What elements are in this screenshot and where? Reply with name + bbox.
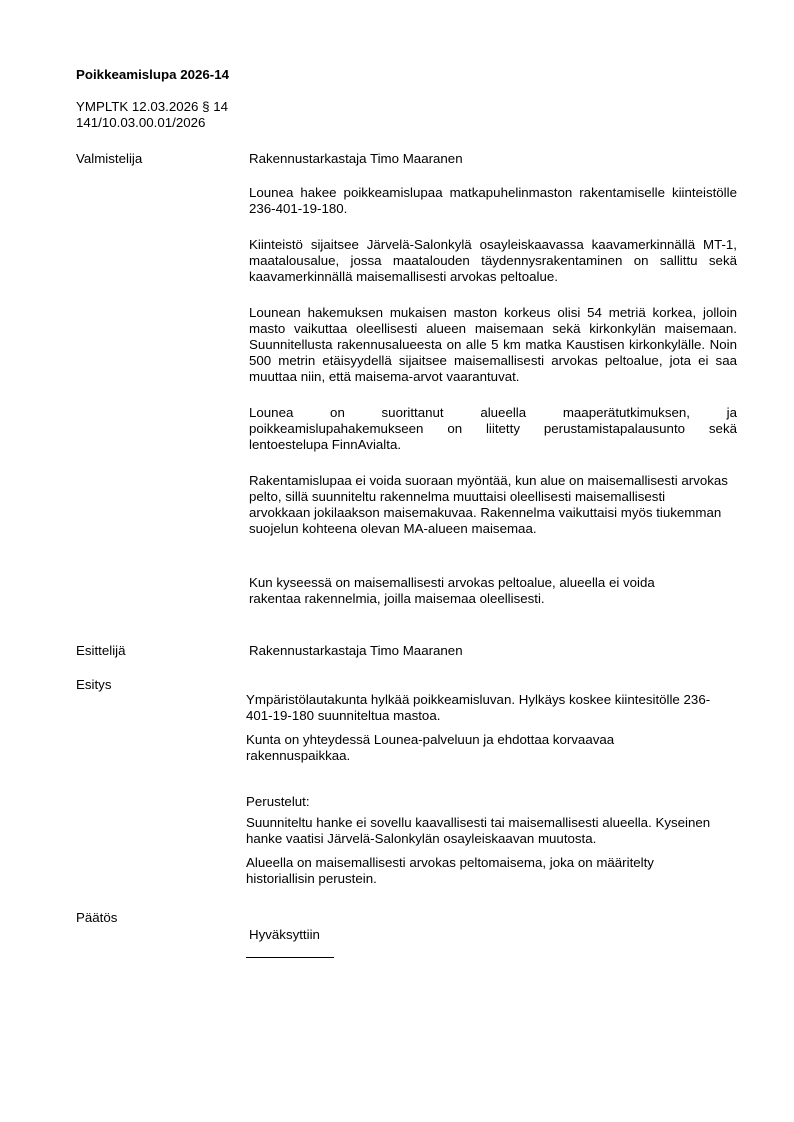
valmistelija-paragraph-1: Lounea hakee poikkeamislupaa matkapuhelinmaston rakentamiselle kiinteistölle 236-401-19-180.	[249, 185, 737, 216]
esitys-paragraph-1: Ympäristölautakunta hylkää poikkeamisluvan. Hylkäys koskee kiintesitölle 236-401-19-180 suunniteltua mastoa.	[246, 692, 711, 723]
valmistelija-paragraph-2: Kiinteistö sijaitsee Järvelä-Salonkylä osayleiskaavassa kaavamerkinnällä MT-1, maatalousalue, jossa maatalouden täydennysrakentaminen on sallittu sekä kaavamerkinnällä maisemallisesti arvokas peltoalue.	[249, 237, 737, 284]
valmistelija-paragraph-4: Lounea on suorittanut alueella maaperätutkimuksen, ja poikkeamislupahakemukseen on liitetty perustamistapalausunto sekä lentoestelupa FinnAvialta.	[249, 405, 737, 452]
perustelut-paragraph-1: Suunniteltu hanke ei sovellu kaavallisesti tai maisemallisesti alueella. Kyseinen hanke vaatisi Järvelä-Salonkylän osayleiskaavan muutosta.	[246, 815, 711, 846]
valmistelija-paragraph-5: Rakentamislupaa ei voida suoraan myöntää, kun alue on maisemallisesti arvokas pelto, sillä suunniteltu rakennelma muuttaisi oleellisesti maisemallisesti arvokkaan jokilaakson maisemakuvaa. Rakennelma vaikuttaisi myös tiukemman suojelun kohteena olevan MA-alueen maisemaa.	[249, 473, 728, 536]
paatos-decision: Hyväksyttiin	[249, 927, 320, 942]
perustelut-paragraph-2: Alueella on maisemallisesti arvokas peltomaisema, joka on määritelty historiallisin perustein.	[246, 855, 654, 886]
valmistelija-paragraph-3: Lounean hakemuksen mukaisen maston korkeus olisi 54 metriä korkea, jolloin masto vaikuttaa oleellisesti alueen maisemaan sekä kirkonkylän maisemaan. Suunnitellusta rakennusalueesta on alle 5 km matka Kaustisen kirkonkylälle. Noin 500 metrin etäisyydellä sijaitsee maisemallisesti arvokas peltoalue, jota ei saa muuttaa niin, että maisema-arvot vaarantuvat.	[249, 305, 737, 384]
valmistelija-person: Rakennustarkastaja Timo Maaranen	[249, 151, 463, 166]
esittelija-person: Rakennustarkastaja Timo Maaranen	[249, 643, 463, 658]
label-esitys: Esitys	[76, 677, 112, 692]
perustelut-heading: Perustelut:	[246, 794, 310, 809]
label-esittelija: Esittelijä	[76, 643, 126, 658]
valmistelija-paragraph-6: Kun kyseessä on maisemallisesti arvokas peltoalue, alueella ei voida rakentaa rakennelmia, joilla maisemaa oleellisesti.	[249, 575, 655, 606]
decision-underline	[246, 957, 334, 958]
label-valmistelija: Valmistelija	[76, 151, 143, 166]
label-paatos: Päätös	[76, 910, 118, 925]
record-id: 141/10.03.00.01/2026	[76, 115, 206, 130]
document-title: Poikkeamislupa 2026-14	[76, 67, 230, 82]
meeting-reference: YMPLTK 12.03.2026 § 14	[76, 99, 229, 114]
esitys-paragraph-2: Kunta on yhteydessä Lounea-palveluun ja ehdottaa korvaavaa rakennuspaikkaa.	[246, 732, 615, 763]
